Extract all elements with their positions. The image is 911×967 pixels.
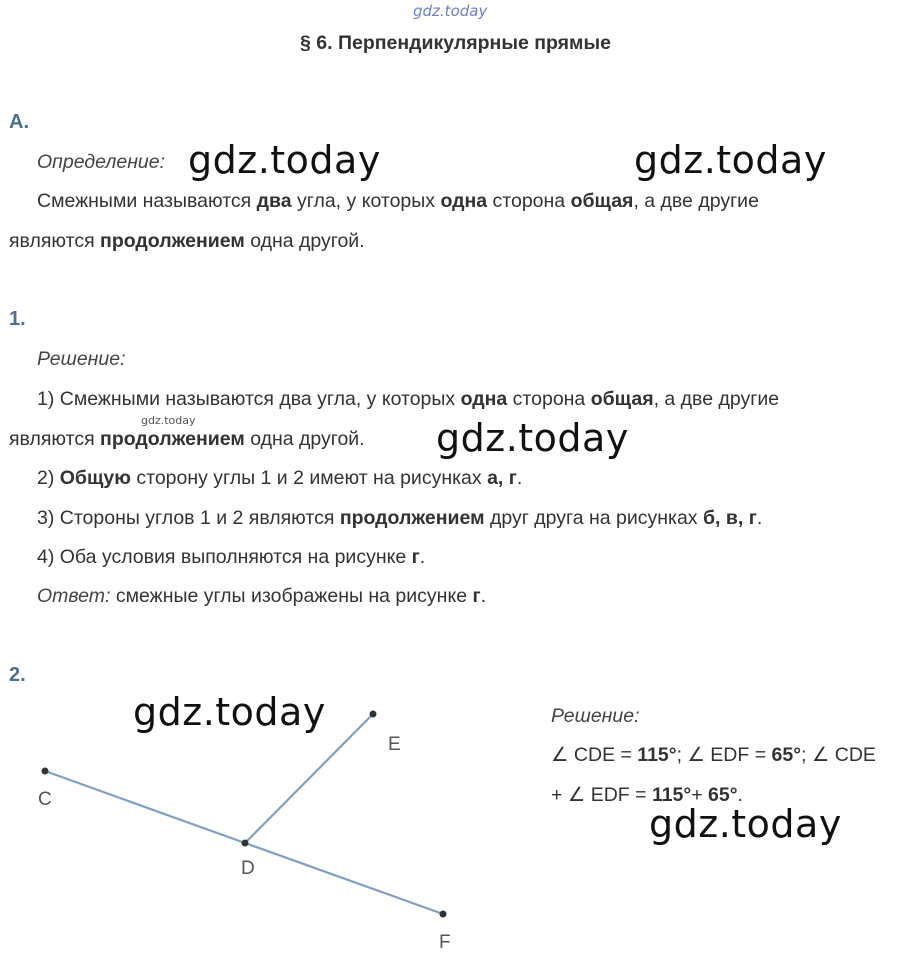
point-e (370, 711, 377, 718)
definition-line-1: Смежными называются два угла, у которых одна сторона общая, а две другие (37, 190, 759, 212)
point-f (440, 911, 447, 918)
answer-line: Ответ: смежные углы изображены на рисунке г. (37, 585, 486, 607)
watermark-small: gdz.today (141, 414, 196, 427)
watermark-big-1: gdz.today (188, 138, 381, 182)
label-c: C (38, 789, 52, 810)
ray-df (245, 843, 443, 914)
solution-1-line-3: 2) Общую сторону углы 1 и 2 имеют на рисунках а, г. (37, 467, 523, 489)
watermark-big-3: gdz.today (436, 416, 629, 460)
solution-2-line-2: + ∠ EDF = 115°+ 65°. (551, 784, 743, 806)
solution-1-line-1: 1) Смежными называются два угла, у которых одна сторона общая, а две другие (37, 388, 780, 410)
watermark-top: gdz.today (413, 2, 488, 20)
solution-label-2: Решение: (551, 705, 640, 727)
solution-1-line-2: являются продолжением одна другой. (9, 428, 365, 450)
definition-label: Определение: (37, 151, 166, 173)
point-c (42, 768, 49, 775)
watermark-big-5: gdz.today (649, 802, 842, 846)
definition-line-2: являются продолжением одна другой. (9, 230, 365, 252)
ray-dc (45, 771, 245, 843)
point-d (242, 840, 249, 847)
watermark-big-4: gdz.today (133, 690, 326, 734)
section-2-label: 2. (9, 664, 26, 686)
solution-2-line-1: ∠ CDE = 115°; ∠ EDF = 65°; ∠ CDE (551, 744, 876, 766)
label-d: D (241, 858, 255, 879)
label-e: E (388, 734, 401, 755)
solution-label-1: Решение: (37, 348, 126, 370)
section-a-label: А. (9, 111, 29, 133)
section-1-label: 1. (9, 308, 26, 330)
watermark-big-2: gdz.today (634, 138, 827, 182)
label-f: F (439, 932, 451, 953)
page-title: § 6. Перпендикулярные прямые (300, 32, 611, 54)
solution-1-line-4: 3) Стороны углов 1 и 2 являются продолжением друг друга на рисунках б, в, г. (37, 507, 763, 529)
solution-1-line-5: 4) Оба условия выполняются на рисунке г. (37, 546, 426, 568)
